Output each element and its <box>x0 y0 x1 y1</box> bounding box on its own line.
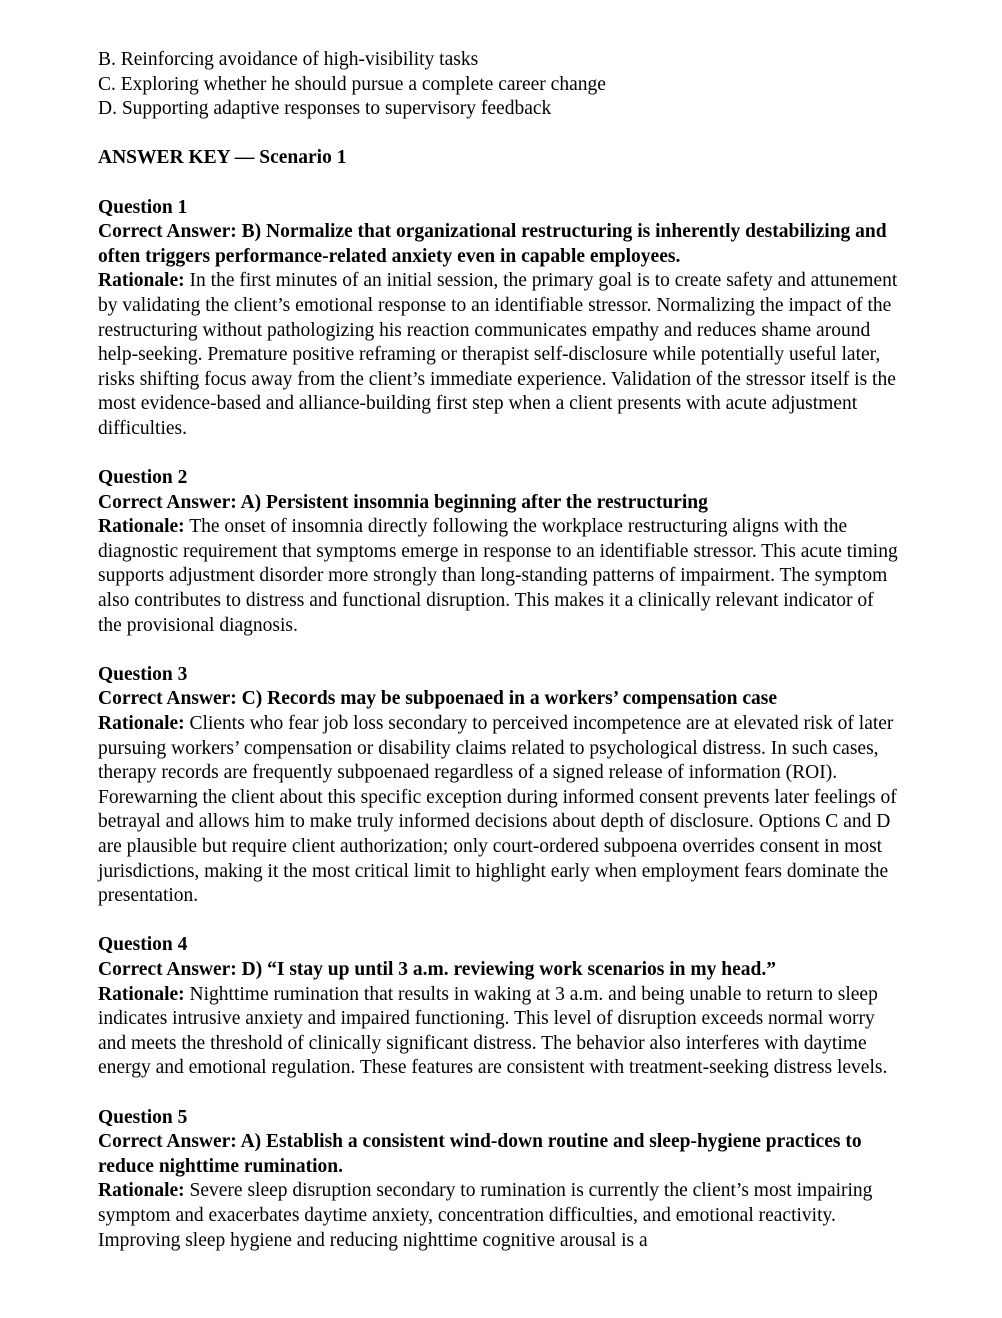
rationale <box>98 983 900 1081</box>
rationale <box>98 712 900 909</box>
question-heading: Question 3 <box>98 663 188 685</box>
rationale-label: Rationale: <box>98 983 185 1005</box>
rationale <box>98 269 900 441</box>
question-heading: Question 5 <box>98 1106 188 1128</box>
question-heading: Question 1 <box>98 196 188 218</box>
option-item: B. Reinforcing avoidance of high-visibility tasks <box>98 49 479 70</box>
question-heading: Question 2 <box>98 467 188 489</box>
rationale-text: Severe sleep disruption secondary to rumination is currently the client’s most impairing symptom and exacerbates daytime anxiety, concentration difficulties, and emotional reactivity. Improving sleep hygiene and reducing nighttime cognitive arousal is a <box>98 1180 873 1251</box>
question-block-3 <box>98 663 900 909</box>
rationale <box>98 1179 900 1253</box>
rationale-label: Rationale: <box>98 516 185 538</box>
rationale-label: Rationale: <box>98 270 185 292</box>
question-block-2 <box>98 466 900 638</box>
spacer <box>98 122 900 147</box>
answer-options-continued <box>98 48 900 122</box>
option-item: D. Supporting adaptive responses to supervisory feedback <box>98 98 552 120</box>
correct-answer: Correct Answer: C) Records may be subpoenaed in a workers’ compensation case <box>98 688 777 710</box>
correct-answer: Correct Answer: A) Establish a consistent wind-down routine and sleep-hygiene practices to reduce nighttime rumination. <box>98 1131 862 1177</box>
spacer <box>98 442 900 467</box>
question-block-1 <box>98 196 900 442</box>
correct-answer: Correct Answer: A) Persistent insomnia beginning after the restructuring <box>98 491 708 513</box>
rationale-text: Nighttime rumination that results in waking at 3 a.m. and being unable to return to sleep indicates intrusive anxiety and impaired functioning. This level of disruption exceeds normal worry and meets the threshold of clinically significant distress. The behavior also interferes with daytime energy and emotional regulation. These features are consistent with treatment-seeking distress levels. <box>98 983 888 1079</box>
answer-key-heading: ANSWER KEY — Scenario 1 <box>98 147 347 169</box>
question-block-5 <box>98 1106 900 1254</box>
rationale <box>98 515 900 638</box>
spacer <box>98 909 900 934</box>
spacer <box>98 171 900 196</box>
correct-answer: Correct Answer: B) Normalize that organizational restructuring is inherently destabilizing and often triggers performance-related anxiety even in capable employees. <box>98 221 887 267</box>
rationale-text: The onset of insomnia directly following the workplace restructuring aligns with the diagnostic requirement that symptoms emerge in response to an identifiable stressor. This acute timing supports adjustment disorder more strongly than long-standing patterns of impairment. The symptom also contributes to distress and functional disruption. This makes it a clinically relevant indicator of the provisional diagnosis. <box>98 516 898 636</box>
question-block-4 <box>98 933 900 1081</box>
rationale-text: In the first minutes of an initial session, the primary goal is to create safety and attunement by validating the client’s emotional response to an identifiable stressor. Normalizing the impact of the restructuring without pathologizing his reaction communicates empathy and reduces shame around help-seeking. Premature positive reframing or therapist self-disclosure while potentially useful later, risks shifting focus away from the client’s immediate experience. Validation of the stressor itself is the most evidence-based and alliance-building first step when a client presents with acute adjustment difficulties. <box>98 270 898 439</box>
spacer <box>98 638 900 663</box>
document-body <box>98 48 900 1253</box>
spacer <box>98 1081 900 1106</box>
rationale-label: Rationale: <box>98 713 185 735</box>
option-item: C. Exploring whether he should pursue a complete career change <box>98 73 606 95</box>
rationale-label: Rationale: <box>98 1180 185 1202</box>
question-heading: Question 4 <box>98 934 188 956</box>
correct-answer: Correct Answer: D) “I stay up until 3 a.m. reviewing work scenarios in my head.” <box>98 958 776 980</box>
rationale-text: Clients who fear job loss secondary to perceived incompetence are at elevated risk of later pursuing workers’ compensation or disability claims related to psychological distress. In such cases, therapy records are frequently subpoenaed regardless of a signed release of information (ROI). Forewarning the client about this specific exception during informed consent prevents later feelings of betrayal and allows him to make truly informed decisions about depth of disclosure. Options C and D are plausible but require client authorization; only court-ordered subpoena overrides consent in most jurisdictions, making it the most critical limit to highlight early when employment fears dominate the presentation. <box>98 713 897 907</box>
